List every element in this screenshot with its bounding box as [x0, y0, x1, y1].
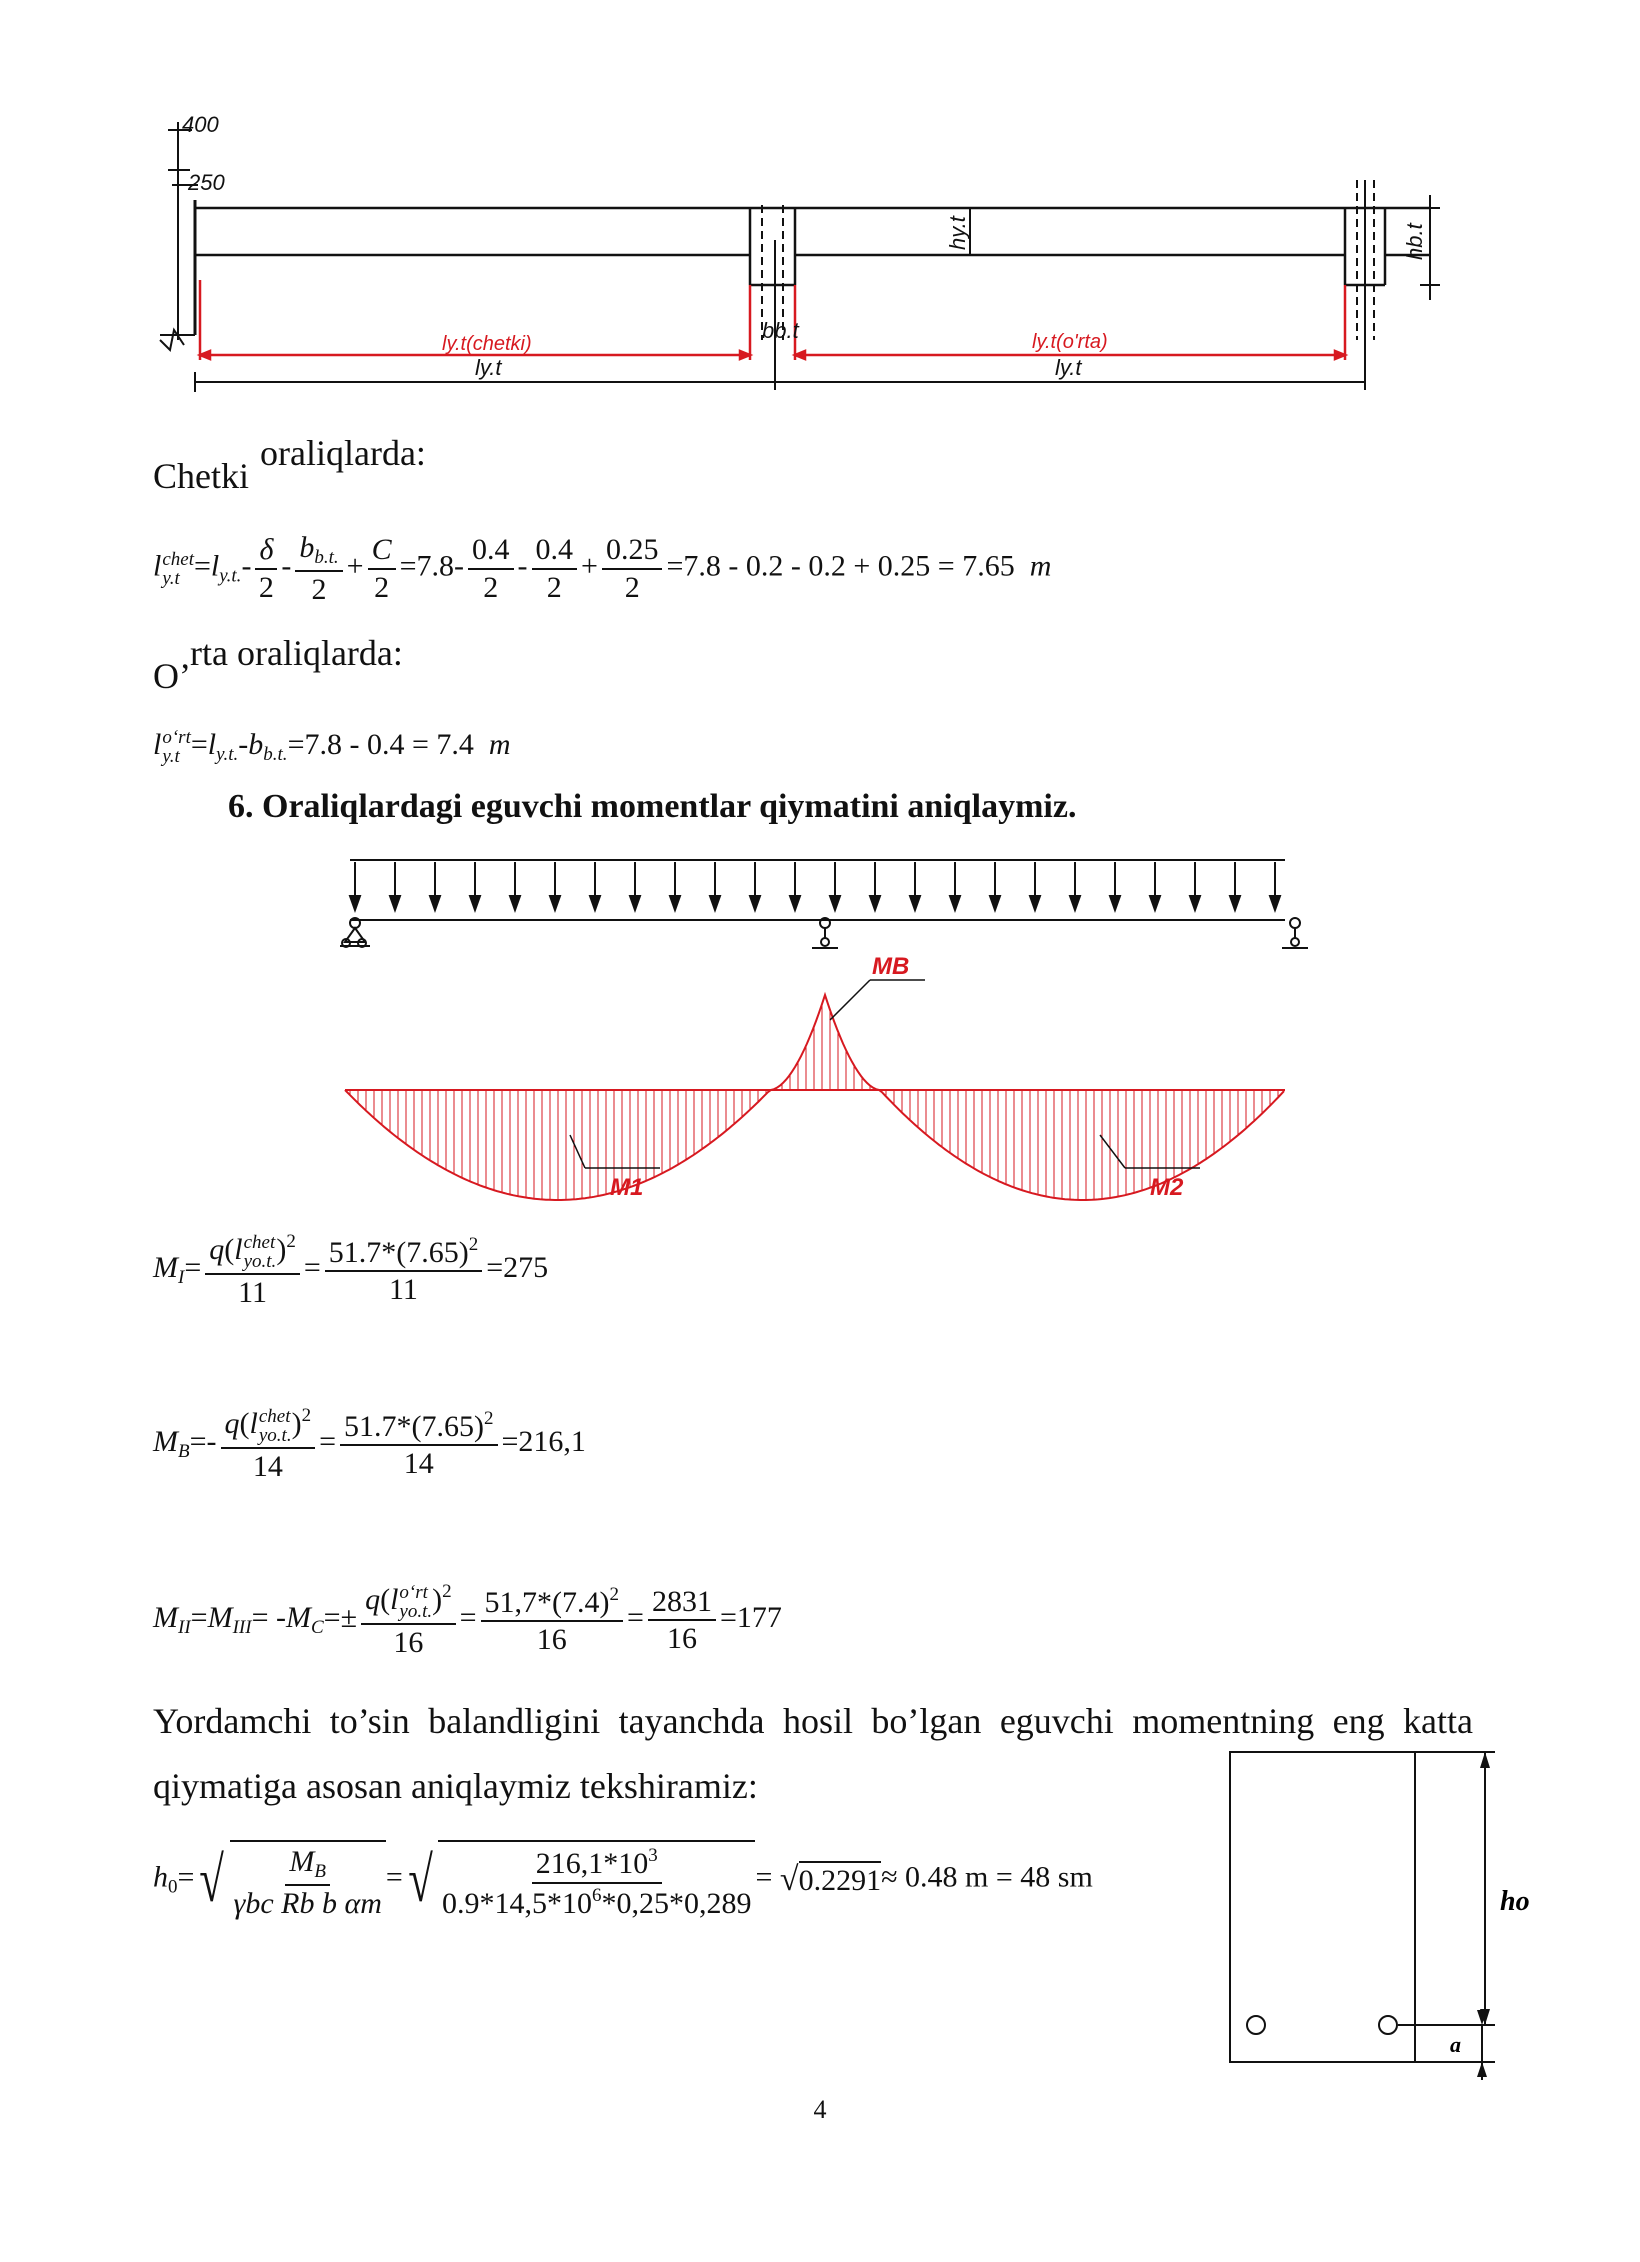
mb-label: MB — [872, 953, 910, 980]
load-arrow-head — [1070, 896, 1080, 910]
formula-l-chetki: l chet y.t $=l_{y.t.}-$ $\frac{\delta}{2}$ - $\frac{b_{b.t.}}{2}$ + $\frac{C}{2}$ =7.8- $\frac{0.4}{2}$ - $\frac{0.4}{2}$ + $\frac{0.25}{2}$ =7.8 - 0.2 - 0.2 + 0.25 = 7.65 m — [153, 531, 1052, 606]
load-arrow-head — [790, 896, 800, 910]
load-arrow-head — [1270, 896, 1280, 910]
load-arrow-head — [830, 896, 840, 910]
section-drawing — [1220, 1740, 1530, 2110]
dim-400-label: 400 — [182, 112, 219, 137]
load-arrow-head — [630, 896, 640, 910]
load-arrow-head — [510, 896, 520, 910]
m2-label: M2 — [1150, 1174, 1184, 1201]
formula-l-orta: l o‘rt y.t $=l_{y.t.}-b_{b.t.}=7.8 - 0.4 = 7.4$ m — [153, 727, 511, 768]
load-arrow-head — [990, 896, 1000, 910]
load-arrow-head — [430, 896, 440, 910]
load-arrow-head — [1230, 896, 1240, 910]
load-arrow-head — [1190, 896, 1200, 910]
orta-word2: rta oraliqlarda: — [190, 633, 403, 673]
lyt-label-right: ly.t — [1055, 355, 1082, 380]
load-arrow-head — [550, 896, 560, 910]
formula-h0: $h_0=$ √ $\frac{M_B}{\text{γbc Rb b αm}}$ = √ $\frac{216,1*10^3}{0.9*14,5*10^6*0,25*0,289}$ = √ 0.2291 ≈ 0.48 m = 48 sm — [153, 1840, 1093, 1919]
load-arrow-head — [750, 896, 760, 910]
load-arrow-head — [590, 896, 600, 910]
lyt-orta-label: ly.t(o'rta) — [1032, 331, 1108, 353]
beam-drawing — [150, 110, 1470, 400]
moment-diagram — [340, 850, 1310, 1220]
page-number: 4 — [813, 2095, 827, 2124]
hyt-label: hy.t — [945, 216, 970, 250]
lyt-label-left: ly.t — [475, 355, 502, 380]
m1-label: M1 — [610, 1174, 644, 1201]
dim-250-label: 250 — [188, 170, 225, 195]
paragraph-line1: Yordamchi to’sin balandligini tayanchda hosil bo’lgan eguvchi momentning eng katta — [153, 1701, 1473, 1741]
load-arrow-head — [710, 896, 720, 910]
load-arrow-head — [910, 896, 920, 910]
load-arrow-head — [1150, 896, 1160, 910]
load-arrow-head — [470, 896, 480, 910]
paragraph-line2: qiymatiga asosan aniqlaymiz tekshiramiz: — [153, 1766, 758, 1806]
chetki-word: Chetki — [153, 456, 249, 496]
load-arrow-head — [950, 896, 960, 910]
load-arrow-head — [350, 896, 360, 910]
load-arrow-head — [1110, 896, 1120, 910]
hbt-label: hb.t — [1402, 223, 1427, 260]
load-arrow-head — [390, 896, 400, 910]
oraliqlarda-word: oraliqlarda: — [260, 433, 426, 473]
a-label: a — [1450, 2032, 1461, 2057]
load-arrow-head — [1030, 896, 1040, 910]
heading-6: 6. Oraliqlardagi eguvchi momentlar qiymatini aniqlaymiz. — [228, 788, 1077, 825]
formula-mb: $M_B=-$ q(l chet yo.t. )$^2$ 14 = $\frac{51.7*(7.65)^2}{14}$ =216,1 — [153, 1405, 586, 1484]
formula-m2: $M_{II}=M_{III}= -M_C=\pm$ q(l o‘rt yo.t. )$^2$ 16 = $\frac{51,7*(7.4)^2}{16}$ = $\frac{2831}{16}$ =177 — [153, 1581, 782, 1660]
formula-m1: $M_I=$ q(l chet yo.t. )$^2$ 11 = $\frac{51.7*(7.65)^2}{11}$ =275 — [153, 1231, 549, 1310]
load-arrow-head — [670, 896, 680, 910]
lyt-chetki-label: ly.t(chetki) — [442, 333, 532, 355]
h0-label: ho — [1500, 1886, 1530, 1917]
orta-word1: O’ — [153, 656, 191, 696]
bbt-label: bb.t — [762, 318, 799, 343]
load-arrow-head — [870, 896, 880, 910]
